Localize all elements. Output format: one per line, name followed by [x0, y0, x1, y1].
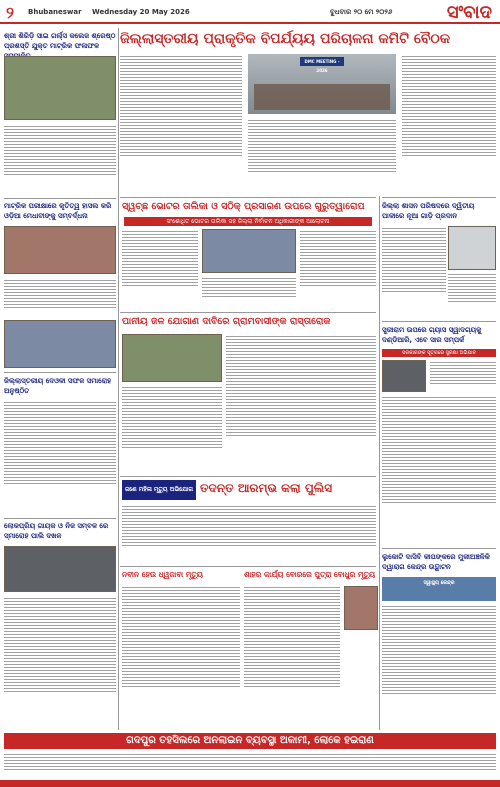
mid-story5-photo	[344, 586, 378, 630]
right-story1-headline: ଜିଲ୍ଲା ଶାସନ ପରିଷଦରେ ଦ୍ୱିତୀୟ ପାଳୀରେ ନୂଆ ଗାଡ଼ି ପ୍ରଦାନ	[382, 202, 475, 220]
left-story2-body	[4, 278, 116, 318]
mid-divider-4	[120, 566, 376, 567]
mid-story1-subhead: ସଂଶୋଧିତ ଭୋଟର ତାଲିକା ସହ ଜିଲ୍ଲା ନିର୍ବାଚନ ଅଧିକାରୀଙ୍କ ଆଲୋଚନା	[124, 217, 372, 226]
left-story1-photo	[4, 56, 116, 120]
left-story2b-photo	[4, 320, 116, 368]
mid-story1-body-col2	[202, 276, 296, 309]
lead-body-col3	[402, 54, 496, 194]
right-story3-photo	[382, 577, 496, 601]
right-story2-body-side	[430, 360, 496, 392]
column-rule-right	[379, 196, 380, 730]
edition-odia-date: ବୁଧବାର ୨୦ ମେ ୨୦୨୬	[330, 8, 393, 16]
footer-bar	[0, 780, 500, 787]
left-story2-photo	[4, 226, 116, 274]
right-story2-headline: ସ୍ତ୍ରୀରାମ ଉପରେ ଗ୍ୟାସ ସ୍ୱାଦଗ୍ୟକୁ ଦଣ୍ଡିଆରି, ଏବେ ସାର ସମ୍ପର୍କ	[382, 326, 482, 344]
lead-headline: ଜିଲ୍ଲାସ୍ତରୀୟ ପ୍ରାକୃତିକ ବିପର୍ଯ୍ୟୟ ପରିଚାଳନା କମିଟି ବୈଠକ	[120, 31, 451, 47]
left-story4-headline: ଲୋକପ୍ରିୟ ଗାୟକ ଓ ନିଜ ସମ୍ବଳ ରେ ସ୍ମାରୋହ ପାଲି ଦଖଳ	[4, 522, 109, 540]
lead-photo	[248, 54, 396, 114]
mid-story4-headline: ନବୀନ ହେଉ ଧ୍ୱଜାବା ମୃତ୍ୟୁ	[122, 570, 203, 579]
mid-story5-body	[244, 585, 340, 728]
mid-story5-headline: ଶାହର କାର୍ଯ୍ୟ ବୋରରେ ପୁତ୍ରା ବୋଧୁର ମୃତ୍ୟୁ	[244, 570, 376, 579]
mid-divider-3	[120, 476, 376, 477]
left-story4-body	[4, 596, 116, 728]
mid-story2-body-col1	[122, 385, 222, 473]
left-divider-2	[4, 372, 116, 373]
right-story2-body	[382, 395, 496, 545]
mid-story1-headline: ସ୍ୱଚ୍ଛ ଭୋଟର ତାଲିକା ଓ ସଠିକ୍ ପ୍ରସାରଣ ଉପରେ ଗୁରୁତ୍ୱାରୋପ	[122, 201, 365, 212]
page-number: ୨	[6, 3, 14, 22]
column-rule-left	[118, 28, 119, 730]
mid-story1-body-col1	[122, 229, 198, 309]
health-center-sign: ସ୍ୱାସ୍ଥ୍ୟ କେନ୍ଦ୍ର	[423, 580, 455, 586]
bottom-story-body	[4, 752, 496, 778]
mid-divider-2	[120, 312, 376, 313]
right-story3-body	[382, 604, 496, 728]
lead-body-col1	[120, 54, 242, 194]
mid-story1-body-col3	[300, 229, 376, 309]
left-divider-1	[4, 198, 116, 199]
right-story3-headline: ଲୁକୋଟି ଦାସିବି କୀପଙ୍କରେ ମୁକୀଅଞ୍ଚଳିକି ଦ୍ୱାରାଗ କେନ୍ଦ୍ର ଉଦ୍ଘାଟନ	[382, 553, 490, 571]
right-story1-body	[382, 226, 446, 318]
edition-city: Bhubaneswar	[28, 8, 82, 16]
lead-body-col2	[248, 118, 396, 194]
right-story2-strip: ସରକାରଙ୍କ ସୂତ୍ରରେ ସୁରକ୍ଷା ଅଭିଯାନ	[382, 349, 496, 357]
mid-story3-headline: ତଦନ୍ତ ଆରମ୍ଭ କଲା ପୁଲିସ	[200, 481, 333, 495]
right-divider-1	[382, 197, 496, 198]
left-story1-headline: ଶ୍ରୀ ଶିରିଡ଼ି ସାଇ ଗର୍ଲ୍ସ କଲେଜ ଶ୍ରେଷ୍ଠ ପ୍ରଶସ୍ତି ଯୁକ୍ତ ମାଟ୍ରିକ ଫଳାଫଳ	[4, 32, 116, 50]
mid-story3-body	[122, 504, 376, 564]
right-divider-2	[382, 321, 496, 322]
right-story1-photo	[448, 226, 496, 270]
left-divider-3	[4, 518, 116, 519]
meeting-banner: DMC MEETING - 2026	[300, 57, 344, 66]
mid-story4-body	[122, 585, 240, 728]
bottom-headline: ଗଦପୁର ତହସିଲରେ ଅନଲାଇନ ବ୍ୟବସ୍ଥା ଅକାମୀ, ଲୋକେ ହଇରାଣ	[4, 733, 496, 749]
mid-story2-photo	[122, 334, 222, 382]
mid-story2-headline: ପାନୀୟ ଜଳ ଯୋଗାଣ ଦାବିରେ ଗ୍ରାମବାସୀଙ୍କ ରାସ୍ତାରୋକ	[122, 316, 331, 327]
left-story4-photo	[4, 546, 116, 592]
right-divider-3	[382, 548, 496, 549]
mid-story1-photo	[202, 229, 296, 273]
left-story3-body	[4, 400, 116, 516]
newspaper-logo: ସଂବାଦ	[446, 2, 492, 23]
mid-divider-1	[120, 197, 376, 198]
left-story3-headline: ଜିଲ୍ଲାସ୍ତରୀୟ ଦେଓଳୀ ସଫଳ ସମାରୋହ ଅନୁଷ୍ଠିତ	[4, 377, 112, 395]
mid-story2-body-col2	[226, 334, 376, 474]
edition-date: Wednesday 20 May 2026	[92, 8, 190, 16]
right-story2-photo	[382, 360, 426, 392]
right-story1-body2	[448, 272, 496, 318]
left-story1-body	[4, 124, 116, 196]
left-story2-headline: ମାଟ୍ରିକ ପରୀକ୍ଷାରେ କୃତିତ୍ୱ ହାସଲ କରି ଓଡ଼ିଆ ମେଧାବୀଙ୍କୁ ସମ୍ବର୍ଦ୍ଧନା	[4, 202, 112, 220]
meeting-table	[254, 84, 390, 110]
mid-story3-kicker: ଜଣେ ମହିଳା ମୃତ୍ୟୁ ଅଭିଯୋଗ	[122, 480, 196, 500]
